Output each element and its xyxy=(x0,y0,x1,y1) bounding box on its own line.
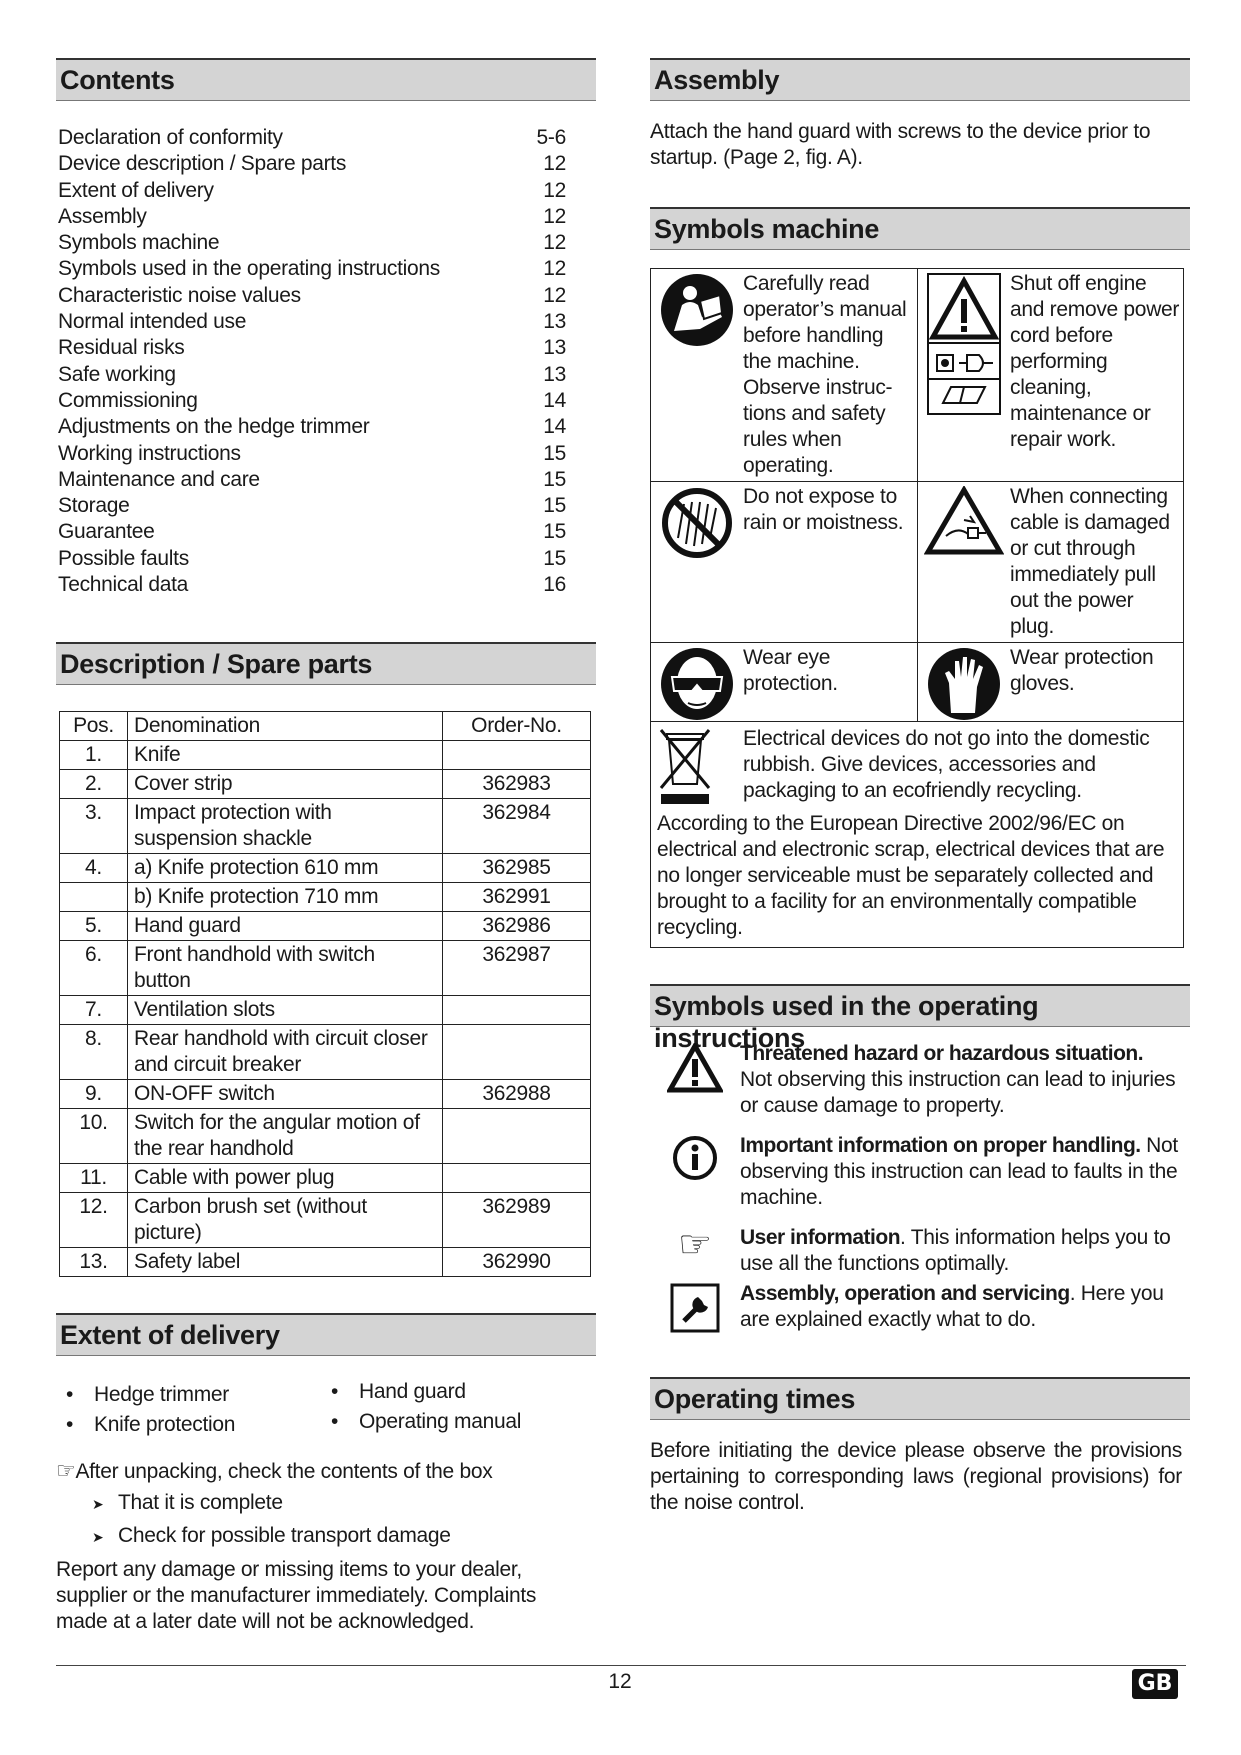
pos-cell: 11. xyxy=(60,1164,128,1193)
gloves-text: Wear protection gloves. xyxy=(1010,646,1154,695)
list-item: • Operating manual xyxy=(321,1407,521,1437)
language-badge: GB xyxy=(1132,1669,1178,1699)
contents-item-label: Normal intended use xyxy=(58,310,247,334)
contents-item-page: 13 xyxy=(543,362,566,386)
denomination-cell: Cable with power plug xyxy=(128,1164,443,1193)
denomination-cell: Front handhold with switch button xyxy=(128,941,443,996)
contents-item xyxy=(58,546,566,572)
contents-item-page: 15 xyxy=(543,441,566,465)
delivery-heading: Extent of delivery xyxy=(56,1313,596,1356)
check-item: ➤ That it is complete xyxy=(56,1487,596,1520)
table-row xyxy=(60,883,591,912)
read-manual-icon xyxy=(651,269,743,481)
order-cell: 362988 xyxy=(443,1080,591,1109)
table-row xyxy=(60,799,591,854)
order-cell xyxy=(443,1164,591,1193)
operating-times-text: Before initiating the device please observe the provisions pertaining to corresponding laws (regional provisions) for the noise control. xyxy=(650,1439,1182,1514)
contents-item-page: 12 xyxy=(543,178,566,202)
denomination-cell: a) Knife protection 610 mm xyxy=(128,854,443,883)
col-header-denomination: Denomination xyxy=(128,712,443,741)
order-cell: 362990 xyxy=(443,1248,591,1277)
table-row xyxy=(60,996,591,1025)
symbol-row xyxy=(651,643,1183,722)
delivery-col-1 xyxy=(56,1380,321,1440)
contents-item xyxy=(58,467,566,493)
cable-text: When connecting cable is damaged or cut through immediately pull out the power plug. xyxy=(1010,485,1170,638)
table-row xyxy=(60,941,591,996)
pointing-hand-icon: ☞ xyxy=(56,1458,76,1484)
contents-item-page: 5-6 xyxy=(536,126,566,149)
contents-item-page: 12 xyxy=(543,257,566,281)
contents-item-label: Guarantee xyxy=(58,520,155,544)
contents-item-label: Symbols machine xyxy=(58,231,220,255)
wrench-icon xyxy=(650,1281,740,1333)
eye-protection-icon xyxy=(651,643,743,721)
pos-cell: 9. xyxy=(60,1080,128,1109)
col-header-order: Order-No. xyxy=(443,712,591,741)
assembly-text: Attach the hand guard with screws to the device prior to startup. (Page 2, fig. A). xyxy=(650,120,1151,169)
right-column xyxy=(650,58,1190,1516)
pos-cell: 7. xyxy=(60,996,128,1025)
table-header-row xyxy=(60,712,591,741)
footer-divider xyxy=(56,1665,1186,1666)
bullet-icon: • xyxy=(331,1380,339,1404)
page-number: 12 xyxy=(608,1670,632,1693)
symbol-cell-cable xyxy=(917,482,1183,642)
no-rain-icon xyxy=(651,482,743,642)
contents-item-label: Declaration of conformity xyxy=(58,126,283,149)
contents-item xyxy=(58,335,566,361)
symbol-cell-eye xyxy=(651,643,917,721)
order-cell xyxy=(443,1109,591,1164)
contents-item-label: Symbols used in the operating instructions xyxy=(58,257,440,281)
contents-item-page: 16 xyxy=(543,573,566,597)
gloves-icon xyxy=(918,643,1010,721)
order-cell: 362991 xyxy=(443,883,591,912)
denomination-cell: Carbon brush set (without picture) xyxy=(128,1193,443,1248)
contents-item-page: 13 xyxy=(543,310,566,334)
contents-item-label: Working instructions xyxy=(58,441,241,465)
contents-item-page: 15 xyxy=(543,520,566,544)
contents-item-label: Possible faults xyxy=(58,546,189,570)
pos-cell: 3. xyxy=(60,799,128,854)
pos-cell: 2. xyxy=(60,770,128,799)
contents-item xyxy=(58,414,566,440)
spare-parts-table xyxy=(59,711,591,1277)
symbols-op-heading: Symbols used in the operating instructions xyxy=(650,984,1190,1027)
denomination-cell: Hand guard xyxy=(128,912,443,941)
contents-item-page: 14 xyxy=(543,388,566,412)
check-item: ➤ Check for possible transport damage xyxy=(56,1520,596,1553)
weee-cell xyxy=(651,722,1183,947)
contents-item-label: Assembly xyxy=(58,204,147,228)
op-symbol-info: Important information on proper handling. Not observing this instruction can lead to faults in the machine. xyxy=(650,1133,1190,1211)
pos-cell: 1. xyxy=(60,741,128,770)
contents-list xyxy=(58,125,596,598)
check-intro: ☞After unpacking, check the contents of the box xyxy=(56,1458,493,1484)
weee-long-text: According to the European Directive 2002/96/EC on electrical and electronic scrap, electrical devices that are no longer serviceable must be separately collected and brought to a facility for an environmentally compatible recycling. xyxy=(657,812,1165,939)
contents-item-label: Adjustments on the hedge trimmer xyxy=(58,415,370,439)
table-row xyxy=(60,1193,591,1248)
table-row xyxy=(60,1248,591,1277)
contents-item-page: 15 xyxy=(543,467,566,491)
contents-item xyxy=(58,230,566,256)
pos-cell: 4. xyxy=(60,854,128,883)
denomination-cell: Rear handhold with circuit closer and circuit breaker xyxy=(128,1025,443,1080)
denomination-cell: Impact protection with suspension shackle xyxy=(128,799,443,854)
order-cell: 362983 xyxy=(443,770,591,799)
weee-short-text: Electrical devices do not go into the domestic rubbish. Give devices, accessories and packaging to an ecofriendly recycling. xyxy=(743,727,1150,802)
table-row xyxy=(60,854,591,883)
denomination-cell: Knife xyxy=(128,741,443,770)
pointing-hand-icon: ☞ xyxy=(677,1224,713,1266)
contents-item xyxy=(58,125,566,151)
op-symbol-user-info: ☞ User information. This information helps you to use all the functions optimally. xyxy=(650,1225,1190,1277)
pos-cell: 12. xyxy=(60,1193,128,1248)
contents-item-page: 12 xyxy=(543,231,566,255)
symbol-row xyxy=(651,482,1183,643)
denomination-cell: ON-OFF switch xyxy=(128,1080,443,1109)
contents-item xyxy=(58,572,566,598)
crossed-bin-icon xyxy=(657,726,743,813)
delivery-list xyxy=(56,1380,596,1440)
pos-cell: 13. xyxy=(60,1248,128,1277)
symbols-machine-heading: Symbols machine xyxy=(650,207,1190,250)
table-row xyxy=(60,1164,591,1193)
denomination-cell: Cover strip xyxy=(128,770,443,799)
contents-item-page: 13 xyxy=(543,336,566,360)
contents-item-label: Extent of delivery xyxy=(58,178,214,202)
pos-cell: 5. xyxy=(60,912,128,941)
contents-item-page: 12 xyxy=(543,283,566,307)
contents-item-page: 12 xyxy=(543,204,566,228)
list-item: • Hand guard xyxy=(321,1377,521,1407)
contents-item xyxy=(58,283,566,309)
contents-item xyxy=(58,178,566,204)
order-cell xyxy=(443,996,591,1025)
read-manual-text: Carefully read operator’s manual before handling the machine. Observe instruc-tions and safety rules when operating. xyxy=(743,272,907,477)
contents-item-label: Maintenance and care xyxy=(58,467,260,491)
denomination-cell: Safety label xyxy=(128,1248,443,1277)
delivery-col-2 xyxy=(321,1377,521,1440)
table-row xyxy=(60,1109,591,1164)
no-rain-text: Do not expose to rain or moistness. xyxy=(743,485,904,534)
contents-item-page: 15 xyxy=(543,494,566,518)
contents-item-label: Characteristic noise values xyxy=(58,283,301,307)
order-cell: 362989 xyxy=(443,1193,591,1248)
contents-item-label: Commissioning xyxy=(58,388,198,412)
pos-cell: 6. xyxy=(60,941,128,996)
denomination-cell: Switch for the angular motion of the rear handhold xyxy=(128,1109,443,1164)
contents-item-label: Storage xyxy=(58,494,130,518)
assembly-heading: Assembly xyxy=(650,58,1190,101)
col-header-pos: Pos. xyxy=(60,712,128,741)
symbol-cell-no-rain xyxy=(651,482,917,642)
contents-item-page: 14 xyxy=(543,415,566,439)
bullet-icon: • xyxy=(66,1383,74,1407)
table-row xyxy=(60,1025,591,1080)
list-item: • Hedge trimmer xyxy=(56,1380,321,1410)
contents-item xyxy=(58,151,566,177)
contents-item-label: Safe working xyxy=(58,362,176,386)
order-cell xyxy=(443,1025,591,1080)
damaged-cable-icon xyxy=(918,482,1010,642)
arrow-icon: ➤ xyxy=(92,1496,104,1513)
op-symbol-hazard: Threatened hazard or hazardous situation. Not observing this instruction can lead to injuries or cause damage to property. xyxy=(650,1041,1190,1119)
order-cell: 362984 xyxy=(443,799,591,854)
order-cell: 362986 xyxy=(443,912,591,941)
table-row xyxy=(60,770,591,799)
contents-item-label: Residual risks xyxy=(58,336,185,360)
contents-item-label: Device description / Spare parts xyxy=(58,152,347,176)
contents-item xyxy=(58,519,566,545)
contents-item xyxy=(58,204,566,230)
order-cell: 362985 xyxy=(443,854,591,883)
order-cell xyxy=(443,741,591,770)
bullet-icon: • xyxy=(331,1410,339,1434)
denomination-cell: b) Knife protection 710 mm xyxy=(128,883,443,912)
table-row xyxy=(60,1080,591,1109)
symbol-cell-shut-off xyxy=(917,269,1183,481)
left-column xyxy=(56,58,596,1635)
eye-text: Wear eye protection. xyxy=(743,646,838,695)
operating-times-heading: Operating times xyxy=(650,1377,1190,1420)
contents-item xyxy=(58,441,566,467)
contents-item xyxy=(58,362,566,388)
contents-item-page: 15 xyxy=(543,546,566,570)
list-item: • Knife protection xyxy=(56,1410,321,1440)
symbol-cell-read-manual xyxy=(651,269,917,481)
warning-triangle-icon xyxy=(650,1041,740,1119)
contents-item xyxy=(58,388,566,414)
symbols-machine-table xyxy=(650,268,1184,948)
order-cell: 362987 xyxy=(443,941,591,996)
arrow-icon: ➤ xyxy=(92,1529,104,1546)
contents-item xyxy=(58,256,566,282)
pos-cell xyxy=(60,883,128,912)
contents-heading: Contents xyxy=(56,58,596,101)
contents-item xyxy=(58,309,566,335)
description-heading: Description / Spare parts xyxy=(56,642,596,685)
shut-off-icon xyxy=(918,269,1010,481)
damage-note: Report any damage or missing items to your dealer, supplier or the manufacturer immediately. Complaints made at a later date will not be acknowledged. xyxy=(56,1558,537,1634)
shut-off-text: Shut off engine and remove power cord before performing cleaning, maintenance or repair work. xyxy=(1010,272,1180,451)
denomination-cell: Ventilation slots xyxy=(128,996,443,1025)
pos-cell: 10. xyxy=(60,1109,128,1164)
contents-item-label: Technical data xyxy=(58,573,189,597)
contents-item xyxy=(58,493,566,519)
contents-item-page: 12 xyxy=(543,152,566,176)
table-row xyxy=(60,741,591,770)
table-row xyxy=(60,912,591,941)
bullet-icon: • xyxy=(66,1413,74,1437)
pos-cell: 8. xyxy=(60,1025,128,1080)
op-symbol-assembly: Assembly, operation and servicing. Here you are explained exactly what to do. xyxy=(650,1281,1190,1333)
info-icon xyxy=(650,1133,740,1211)
symbol-cell-gloves xyxy=(917,643,1183,721)
symbol-row xyxy=(651,269,1183,482)
